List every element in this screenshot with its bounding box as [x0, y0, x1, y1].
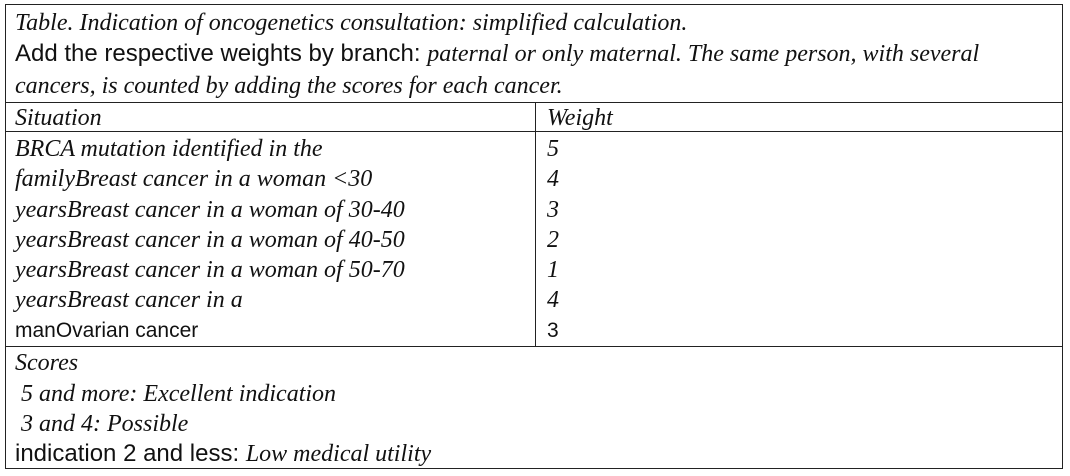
table-caption: Table. Indication of oncogenetics consultation: simplified calculation.	[15, 10, 688, 36]
scores-line-3-serif: Low medical utility	[245, 441, 432, 467]
table-row-weight: 5	[547, 136, 559, 162]
divider-top	[6, 102, 1062, 103]
table-row-situation: yearsBreast cancer in a	[15, 287, 243, 313]
intro-serif-text: paternal or only maternal. The same person, with several	[427, 41, 980, 67]
table-row-weight: 4	[547, 287, 559, 313]
intro-line-1	[15, 39, 979, 69]
table-row-situation: familyBreast cancer in a woman <30	[15, 166, 373, 192]
scores-title: Scores	[15, 350, 79, 376]
table-row-situation: manOvarian cancer	[15, 319, 199, 342]
scores-line-1: 5 and more: Excellent indication	[15, 381, 337, 407]
table-row-weight: 1	[547, 257, 559, 283]
table-row-situation: yearsBreast cancer in a woman of 40-50	[15, 227, 405, 253]
table-row-situation: BRCA mutation identified in the	[15, 136, 323, 162]
oncogenetics-table-document	[5, 4, 1063, 469]
intro-sans-text: Add the respective weights by branch:	[15, 40, 428, 67]
column-divider	[535, 103, 536, 346]
table-row-weight: 3	[547, 319, 559, 342]
scores-line-3-sans: indication 2 and less:	[15, 440, 246, 467]
divider-scores	[6, 346, 1062, 347]
column-header-weight: Weight	[547, 105, 613, 131]
table-row-situation: yearsBreast cancer in a woman of 30-40	[15, 197, 405, 223]
table-row-weight: 2	[547, 227, 559, 253]
column-header-situation: Situation	[15, 105, 102, 131]
intro-line-2: cancers, is counted by adding the scores for each cancer.	[15, 73, 563, 99]
table-row-situation: yearsBreast cancer in a woman of 50-70	[15, 257, 405, 283]
scores-line-2: 3 and 4: Possible	[15, 411, 189, 437]
table-row-weight: 3	[547, 197, 559, 223]
scores-line-3	[15, 439, 431, 469]
table-row-weight: 4	[547, 166, 559, 192]
divider-header	[6, 131, 1062, 132]
